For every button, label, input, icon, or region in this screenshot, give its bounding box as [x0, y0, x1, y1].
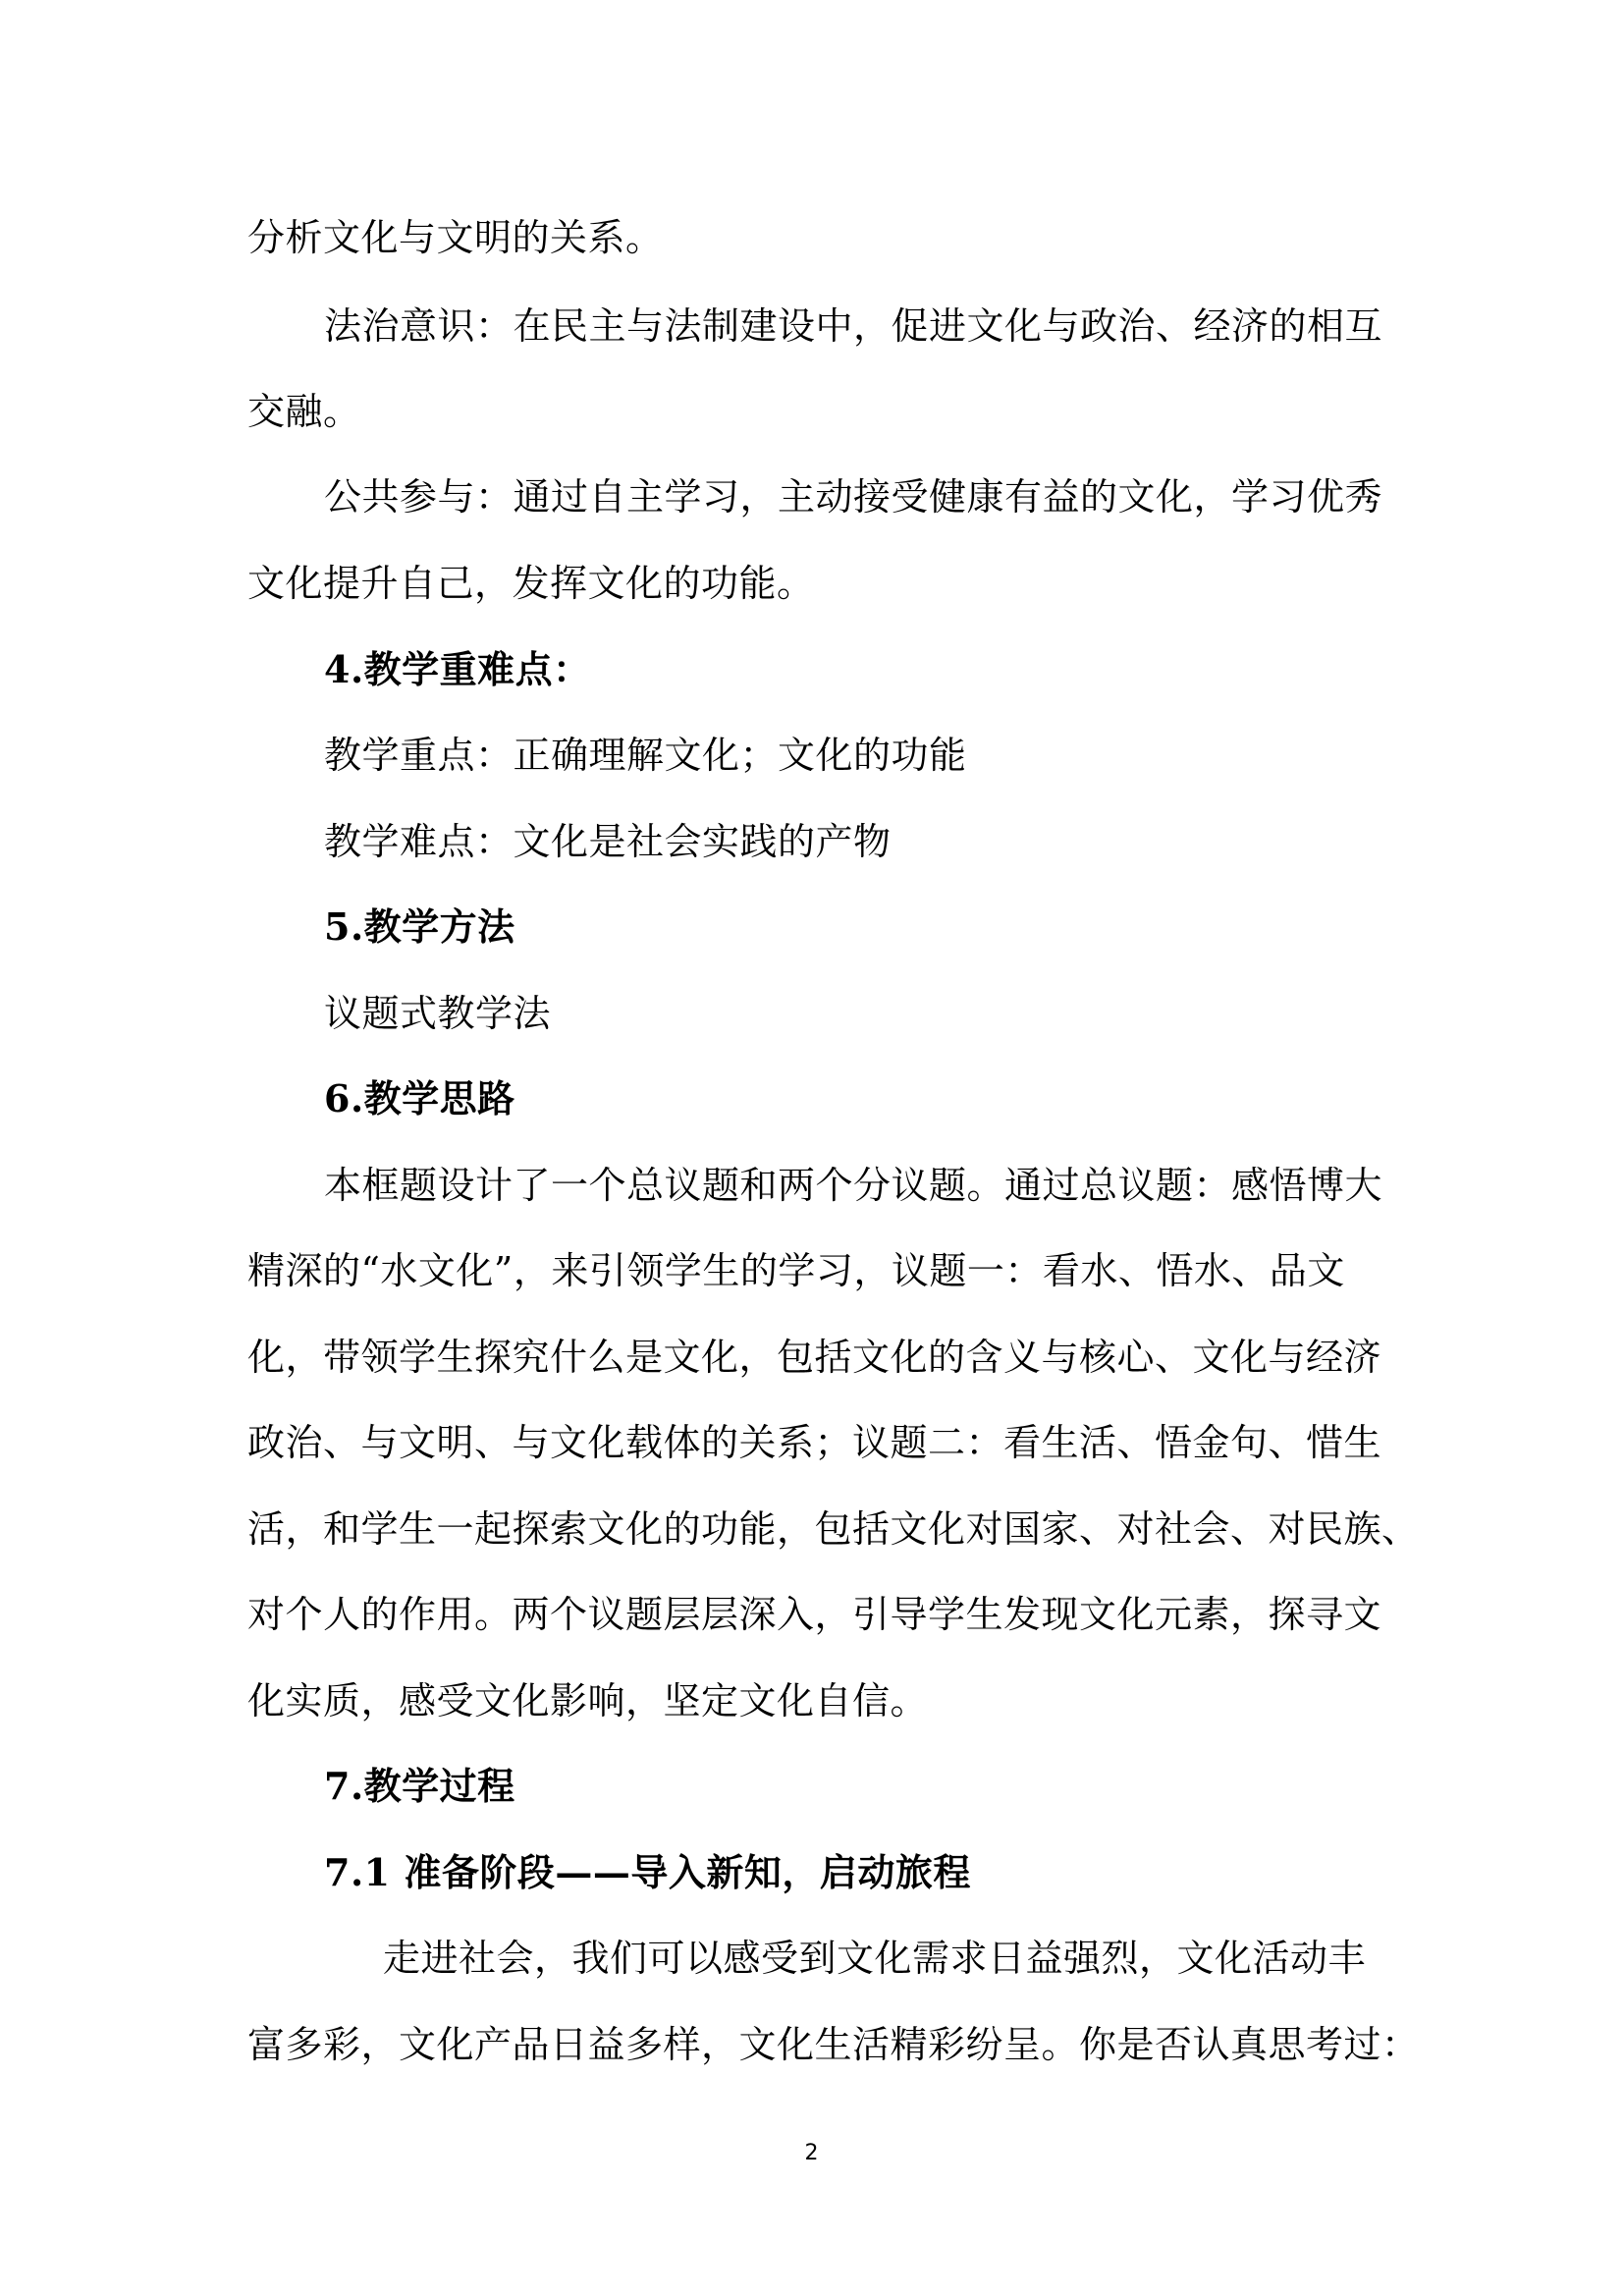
- section-heading: 7.教学过程: [324, 1764, 515, 1808]
- paragraph-line: 富多彩，文化产品日益多样，文化生活精彩纷呈。你是否认真思考过：: [247, 2023, 1420, 2066]
- paragraph-line: 文化提升自己，发挥文化的功能。: [247, 562, 815, 605]
- paragraph-line: 法治意识：在民主与法制建设中，促进文化与政治、经济的相互: [324, 304, 1383, 348]
- paragraph-line: 精深的“水文化”，来引领学生的学习，议题一：看水、悟水、品文: [247, 1249, 1345, 1292]
- paragraph-line: 教学难点：文化是社会实践的产物: [324, 820, 892, 863]
- paragraph-line: 公共参与：通过自主学习，主动接受健康有益的文化，学习优秀: [324, 475, 1383, 519]
- paragraph-line: 交融。: [247, 390, 361, 433]
- paragraph-line: 政治、与文明、与文化载体的关系；议题二：看生活、悟金句、惜生: [247, 1421, 1382, 1464]
- paragraph-line: 议题式教学法: [324, 992, 552, 1035]
- paragraph-line: 教学重点：正确理解文化；文化的功能: [324, 734, 967, 777]
- paragraph-line: 化，带领学生探究什么是文化，包括文化的含义与核心、文化与经济: [247, 1336, 1382, 1379]
- subsection-heading: 7.1 准备阶段——导入新知，启动旅程: [324, 1850, 971, 1894]
- section-heading: 6.教学思路: [324, 1076, 515, 1121]
- paragraph-line: 活，和学生一起探索文化的功能，包括文化对国家、对社会、对民族、: [247, 1507, 1420, 1551]
- paragraph-line: 本框题设计了一个总议题和两个分议题。通过总议题：感悟博大: [324, 1164, 1383, 1207]
- section-heading: 4.教学重难点：: [324, 647, 591, 691]
- paragraph-line: 化实质，感受文化影响，坚定文化自信。: [247, 1679, 929, 1722]
- paragraph-line: 对个人的作用。两个议题层层深入，引导学生发现文化元素，探寻文: [247, 1593, 1382, 1636]
- section-heading: 5.教学方法: [324, 904, 515, 949]
- paragraph-line: 分析文化与文明的关系。: [247, 216, 664, 259]
- paragraph-line: 走进社会，我们可以感受到文化需求日益强烈，文化活动丰: [383, 1937, 1367, 1980]
- page-number: 2: [804, 2141, 819, 2165]
